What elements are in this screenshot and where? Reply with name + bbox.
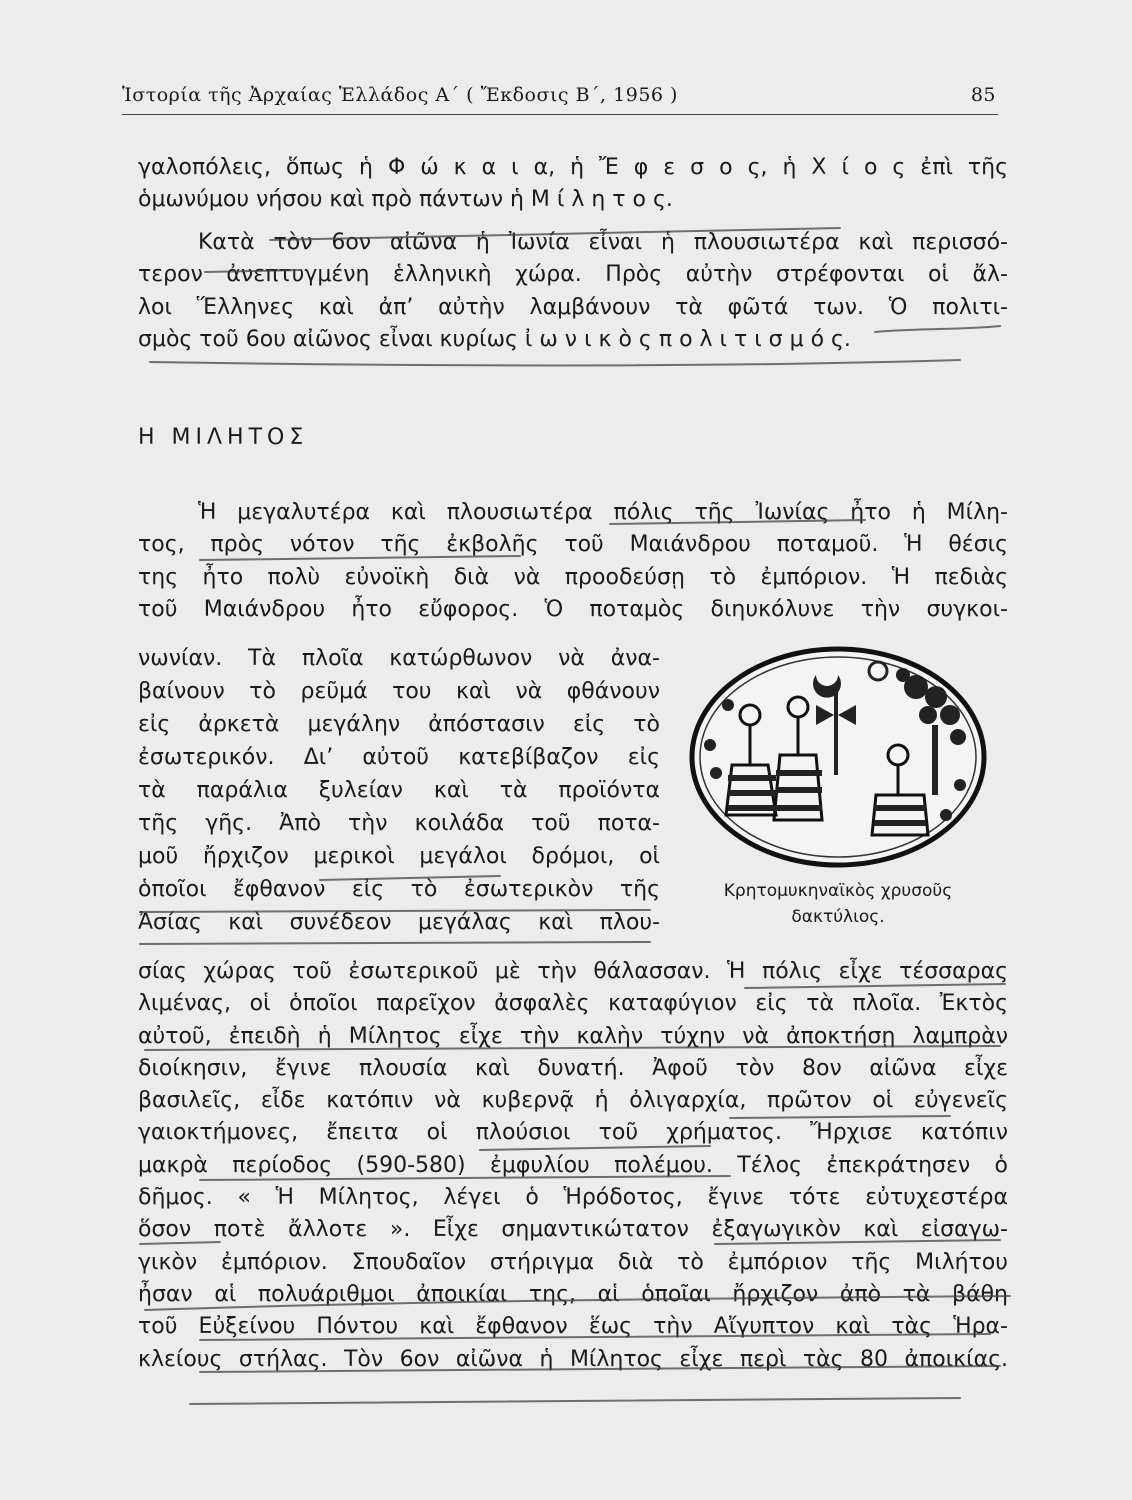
text-line: της ἦτο πολὺ εὐνοϊκὴ διὰ νὰ προοδεύσῃ τὸ ἐμπόριον. Ἡ πεδιὰς xyxy=(138,564,1008,590)
text-line: τος, πρὸς νότον τῆς ἐκβολῆς τοῦ Μαιάνδρου ποταμοῦ. Ἡ θέσις xyxy=(138,532,1008,558)
figure-caption xyxy=(688,878,988,930)
pencil-underline xyxy=(190,1398,960,1404)
text-line: μακρὰ περίοδος (590-580) ἐμφυλίου πολέμου. Τέλος ἐπεκράτησεν ὁ xyxy=(138,1152,1008,1178)
text-line: τοῦ Μαιάνδρου ἦτο εὔφορος. Ὁ ποταμὸς διηυκόλυνε τὴν συγκοι- xyxy=(138,596,1008,622)
text-line: εἰς ἀρκετὰ μεγάλην ἀπόστασιν εἰς τὸ xyxy=(138,712,660,737)
text-line: διοίκησιν, ἔγινε πλουσία καὶ δυνατή. Ἀφοῦ τὸν 8ον αἰῶνα εἶχε xyxy=(138,1055,1008,1081)
text-line: ὅσον ποτὲ ἄλλοτε ». Εἶχε σημαντικώτατον ἐξαγωγικὸν καὶ εἰσαγω- xyxy=(138,1217,1008,1243)
text-line: τοῦ Εὐξείνου Πόντου καὶ ἔφθανον ἕως τὴν Αἴγυπτον καὶ τὰς Ἡρα- xyxy=(138,1314,1008,1340)
text-line: σμὸς τοῦ 6ου αἰῶνος εἶναι κυρίως ἰ ω ν ι κ ὸ ς π ο λ ι τ ι σ μ ό ς. xyxy=(138,326,851,352)
paragraph-wrapped-text xyxy=(138,642,660,939)
text-line: τερον ἀνεπτυγμένη ἑλληνικὴ χώρα. Πρὸς αὐτὴν στρέφονται οἱ ἄλ- xyxy=(138,262,1008,288)
text-line: Κατὰ τὸν 6ον αἰῶνα ἡ Ἰωνία εἶναι ἡ πλουσιωτέρα καὶ περισσό- xyxy=(198,230,1008,255)
paragraph-miletus-intro xyxy=(138,497,1008,626)
text-line: ὁποῖοι ἔφθανον εἰς τὸ ἐσωτερικὸν τῆς xyxy=(138,877,660,902)
paragraph-miletus-history xyxy=(138,956,1008,1376)
running-title: Ἱστορία τῆς Ἀρχαίας Ἑλλάδος Α΄ ( Ἔκδοσις Β΄, 1956 ) xyxy=(122,84,678,106)
gold-ring-illustration xyxy=(688,645,988,870)
text-line: αὐτοῦ, ἐπειδὴ ἡ Μίλητος εἶχε τὴν καλὴν τύχην νὰ ἀποκτήσῃ λαμπρὰν xyxy=(138,1023,1008,1049)
page-number: 85 xyxy=(970,84,996,106)
text-line: τὰ παράλια ξυλείαν καὶ τὰ προϊόντα xyxy=(138,778,660,803)
caption-line: Κρητομυκηναϊκὸς χρυσοῦς xyxy=(723,881,953,901)
running-header xyxy=(122,80,998,115)
text-line: νωνίαν. Τὰ πλοῖα κατώρθωνον νὰ ἀνα- xyxy=(138,646,660,671)
text-line: βασιλεῖς, εἶδε κατόπιν νὰ κυβερνᾷ ἡ ὀλιγαρχία, πρῶτον οἱ εὐγενεῖς xyxy=(138,1088,1008,1114)
text-line: ἐσωτερικόν. Δι’ αὐτοῦ κατεβίβαζον εἰς xyxy=(138,745,660,770)
text-line: τῆς γῆς. Ἀπὸ τὴν κοιλάδα τοῦ ποτα- xyxy=(138,811,660,836)
text-line: ἦσαν αἱ πολυάριθμοι ἀποικίαι της, αἱ ὁποῖαι ἤρχιζον ἀπὸ τὰ βάθη xyxy=(138,1281,1008,1307)
paragraph-cities xyxy=(138,152,1008,217)
caption-line: δακτύλιος. xyxy=(791,907,885,927)
text-line: ὁμωνύμου νήσου καὶ πρὸ πάντων ἡ Μ ί λ η τ ο ς. xyxy=(138,187,673,213)
text-line: μοῦ ἤρχιζον μερικοὶ μεγάλοι δρόμοι, οἱ xyxy=(138,844,660,869)
text-line: βαίνουν τὸ ρεῦμά του καὶ νὰ φθάνουν xyxy=(138,679,660,704)
text-line: Ἀσίας καὶ συνέδεον μεγάλας καὶ πλου- xyxy=(138,910,660,935)
text-line: σίας χώρας τοῦ ἐσωτερικοῦ μὲ τὴν θάλασσαν. Ἡ πόλις εἶχε τέσσαρας xyxy=(138,959,1008,984)
text-line: Ἡ μεγαλυτέρα καὶ πλουσιωτέρα πόλις τῆς Ἰωνίας ἦτο ἡ Μίλη- xyxy=(198,500,1008,525)
ring-engraving-image xyxy=(688,645,988,870)
text-line: κλείους στήλας. Τὸν 6ον αἰῶνα ἡ Μίλητος εἶχε περὶ τὰς 80 ἀποικίας. xyxy=(138,1346,1008,1372)
text-line: λοι Ἕλληνες καὶ ἀπ’ αὐτὴν λαμβάνουν τὰ φῶτά των. Ὁ πολιτι- xyxy=(138,294,1008,320)
text-line: λιμένας, οἱ ὁποῖοι παρεῖχον ἀσφαλὲς καταφύγιον εἰς τὰ πλοῖα. Ἐκτὸς xyxy=(138,991,1008,1017)
pencil-underline xyxy=(150,360,960,366)
paragraph-ionia xyxy=(138,227,1008,356)
text-line: δῆμος. « Ἡ Μίλητος, λέγει ὁ Ἡρόδοτος, ἔγινε τότε εὐτυχεστέρα xyxy=(138,1185,1008,1211)
text-line: γικὸν ἐμπόριον. Σπουδαῖον στήριγμα διὰ τὸ ἐμπόριον τῆς Μιλήτου xyxy=(138,1249,1008,1275)
section-heading: Η ΜΙΛΗΤΟΣ xyxy=(138,425,309,450)
pencil-underline xyxy=(140,942,650,944)
text-line: γαλοπόλεις, ὅπως ἡ Φ ώ κ α ι α, ἡ Ἔ φ ε σ ο ς, ἡ Χ ί ο ς ἐπὶ τῆς xyxy=(138,155,1008,180)
text-line: γαιοκτήμονες, ἔπειτα οἱ πλούσιοι τοῦ χρήματος. Ἤρχισε κατόπιν xyxy=(138,1120,1008,1146)
